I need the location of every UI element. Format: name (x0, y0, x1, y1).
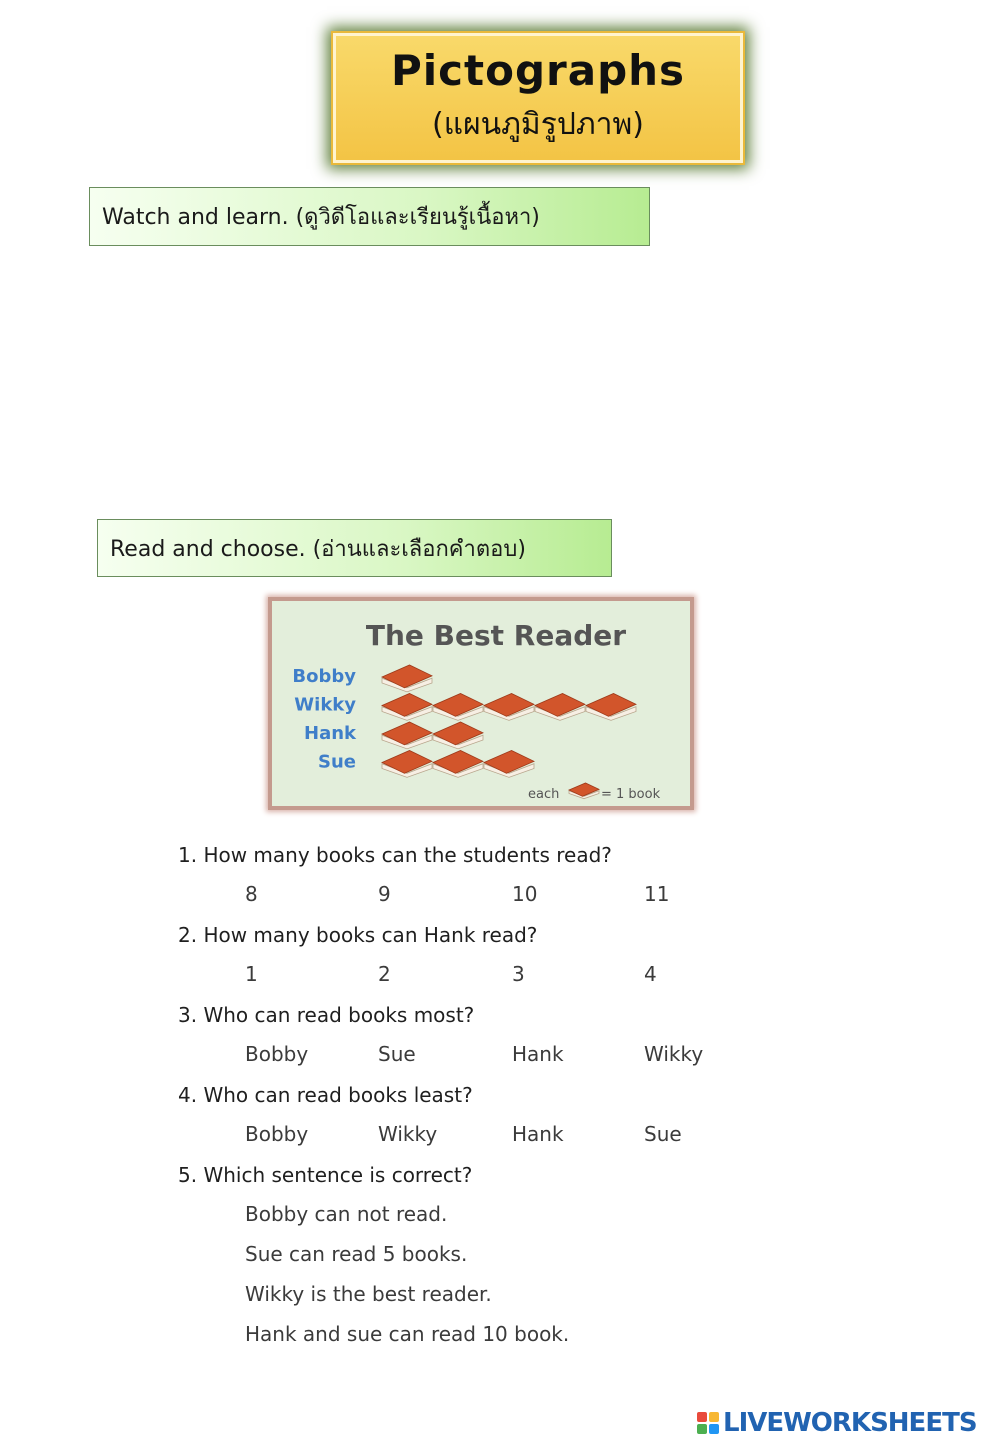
book-icon (382, 751, 432, 778)
read-section-header: Read and choose. (อ่านและเลือกคำตอบ) (97, 519, 612, 577)
chart-title: The Best Reader (365, 619, 627, 652)
q5-option-c[interactable]: Wikky is the best reader. (245, 1282, 492, 1306)
q2-option-c[interactable]: 3 (512, 962, 525, 986)
q4-option-c[interactable]: Hank (512, 1122, 564, 1146)
q1-option-a[interactable]: 8 (245, 882, 258, 906)
question-4: 4. Who can read books least? (178, 1083, 473, 1107)
q3-option-b[interactable]: Sue (378, 1042, 416, 1066)
category-label: Wikky (294, 694, 356, 716)
logo-text: LIVEWORKSHEETS (723, 1408, 977, 1438)
book-icon (382, 722, 432, 749)
q1-option-c[interactable]: 10 (512, 882, 538, 906)
book-icon (433, 751, 483, 778)
category-label: Hank (304, 723, 356, 744)
key-prefix: each (528, 787, 560, 802)
q3-option-d[interactable]: Wikky (644, 1042, 704, 1066)
category-label: Bobby (292, 666, 356, 687)
q4-option-b[interactable]: Wikky (378, 1122, 438, 1146)
book-icon (586, 694, 636, 721)
q2-option-a[interactable]: 1 (245, 962, 258, 986)
q2-option-b[interactable]: 2 (378, 962, 391, 986)
book-icon (382, 665, 432, 692)
book-icon (484, 694, 534, 721)
title-banner (333, 33, 743, 163)
watch-section-header: Watch and learn. (ดูวิดีโอและเรียนรู้เนื้อหา) (89, 187, 650, 246)
q1-option-b[interactable]: 9 (378, 882, 391, 906)
pictograph-svg (272, 601, 690, 806)
q5-option-a[interactable]: Bobby can not read. (245, 1202, 448, 1226)
liveworksheets-logo[interactable] (697, 1408, 995, 1438)
q5-option-b[interactable]: Sue can read 5 books. (245, 1242, 468, 1266)
book-icon (535, 694, 585, 721)
q3-option-c[interactable]: Hank (512, 1042, 564, 1066)
pictograph-chart (268, 597, 694, 810)
q2-option-d[interactable]: 4 (644, 962, 657, 986)
book-icon (484, 751, 534, 778)
logo-blocks-icon (697, 1412, 719, 1434)
key-book-icon (569, 783, 599, 799)
q3-option-a[interactable]: Bobby (245, 1042, 309, 1066)
q4-option-a[interactable]: Bobby (245, 1122, 309, 1146)
category-label: Sue (318, 751, 356, 773)
book-icon (433, 722, 483, 749)
key-suffix: = 1 book (601, 787, 661, 802)
question-3: 3. Who can read books most? (178, 1003, 475, 1027)
book-icon (382, 694, 432, 721)
q4-option-d[interactable]: Sue (644, 1122, 682, 1146)
question-5: 5. Which sentence is correct? (178, 1163, 473, 1187)
page-subtitle: (แผนภูมิรูปภาพ) (432, 107, 644, 142)
question-1: 1. How many books can the students read? (178, 843, 612, 867)
question-2: 2. How many books can Hank read? (178, 923, 538, 947)
q1-option-d[interactable]: 11 (644, 882, 670, 906)
q5-option-d[interactable]: Hank and sue can read 10 book. (245, 1322, 570, 1346)
page-title: Pictographs (390, 46, 686, 95)
book-icon (433, 694, 483, 721)
